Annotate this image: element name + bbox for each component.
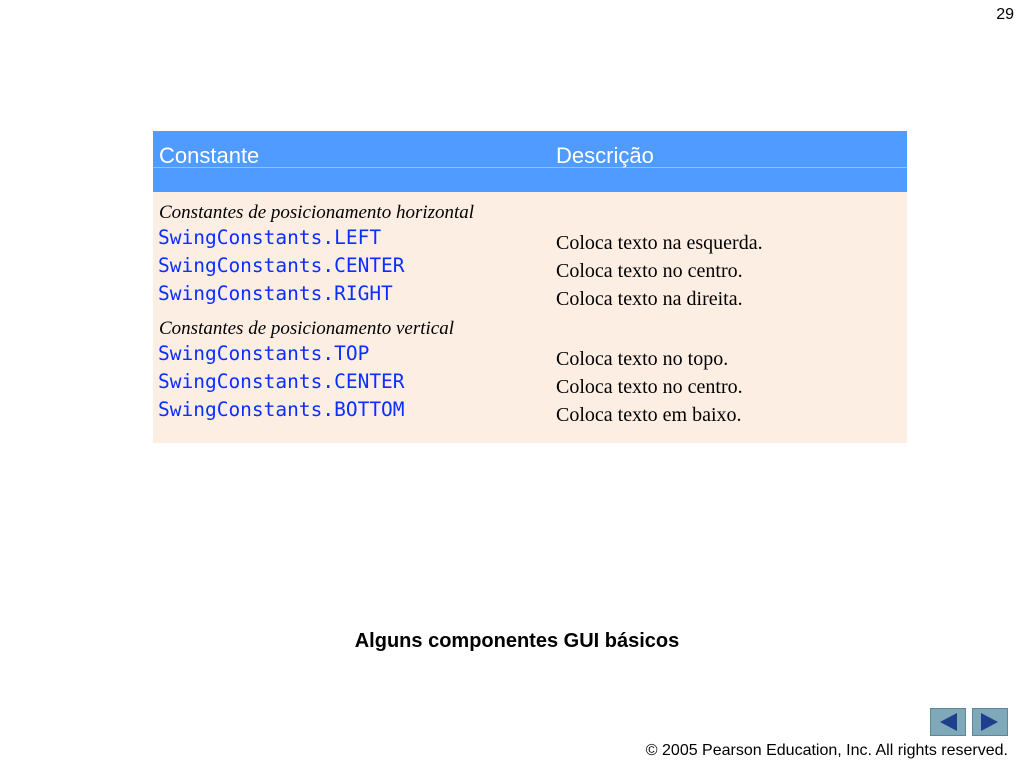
constant-code: SwingConstants.CENTER xyxy=(158,370,405,393)
constant-description: Coloca texto no centro. xyxy=(556,376,743,398)
constant-description: Coloca texto na esquerda. xyxy=(556,232,763,254)
table-row xyxy=(153,370,907,398)
section-title-vertical: Constantes de posicionamento vertical xyxy=(159,318,454,339)
slide-caption: Alguns componentes GUI básicos xyxy=(354,630,680,652)
table-row xyxy=(153,226,907,254)
next-slide-button[interactable] xyxy=(972,708,1008,736)
constant-code: SwingConstants.BOTTOM xyxy=(158,398,405,421)
arrow-right-icon xyxy=(973,709,1007,735)
constant-description: Coloca texto no topo. xyxy=(556,348,729,370)
table-row xyxy=(153,254,907,282)
constant-code: SwingConstants.TOP xyxy=(158,342,370,365)
constant-code: SwingConstants.CENTER xyxy=(158,254,405,277)
header-constante: Constante xyxy=(159,143,260,168)
arrow-left-icon xyxy=(931,709,965,735)
constant-description: Coloca texto em baixo. xyxy=(556,404,742,426)
table-row xyxy=(153,282,907,310)
table-header xyxy=(153,131,907,168)
constant-description: Coloca texto na direita. xyxy=(556,288,743,310)
header-descricao: Descrição xyxy=(556,143,654,168)
table-body xyxy=(153,192,907,443)
section-title-horizontal: Constantes de posicionamento horizontal xyxy=(159,202,475,223)
table-row xyxy=(153,398,907,426)
constants-table xyxy=(153,131,907,443)
previous-slide-button[interactable] xyxy=(930,708,966,736)
header-strip xyxy=(153,168,907,192)
constant-code: SwingConstants.RIGHT xyxy=(158,282,393,305)
constant-code: SwingConstants.LEFT xyxy=(158,226,382,249)
page-number: 29 xyxy=(996,6,1014,23)
copyright-notice: © 2005 Pearson Education, Inc. All rights reserved. xyxy=(645,742,1008,759)
table-row xyxy=(153,342,907,370)
constant-description: Coloca texto no centro. xyxy=(556,260,743,282)
